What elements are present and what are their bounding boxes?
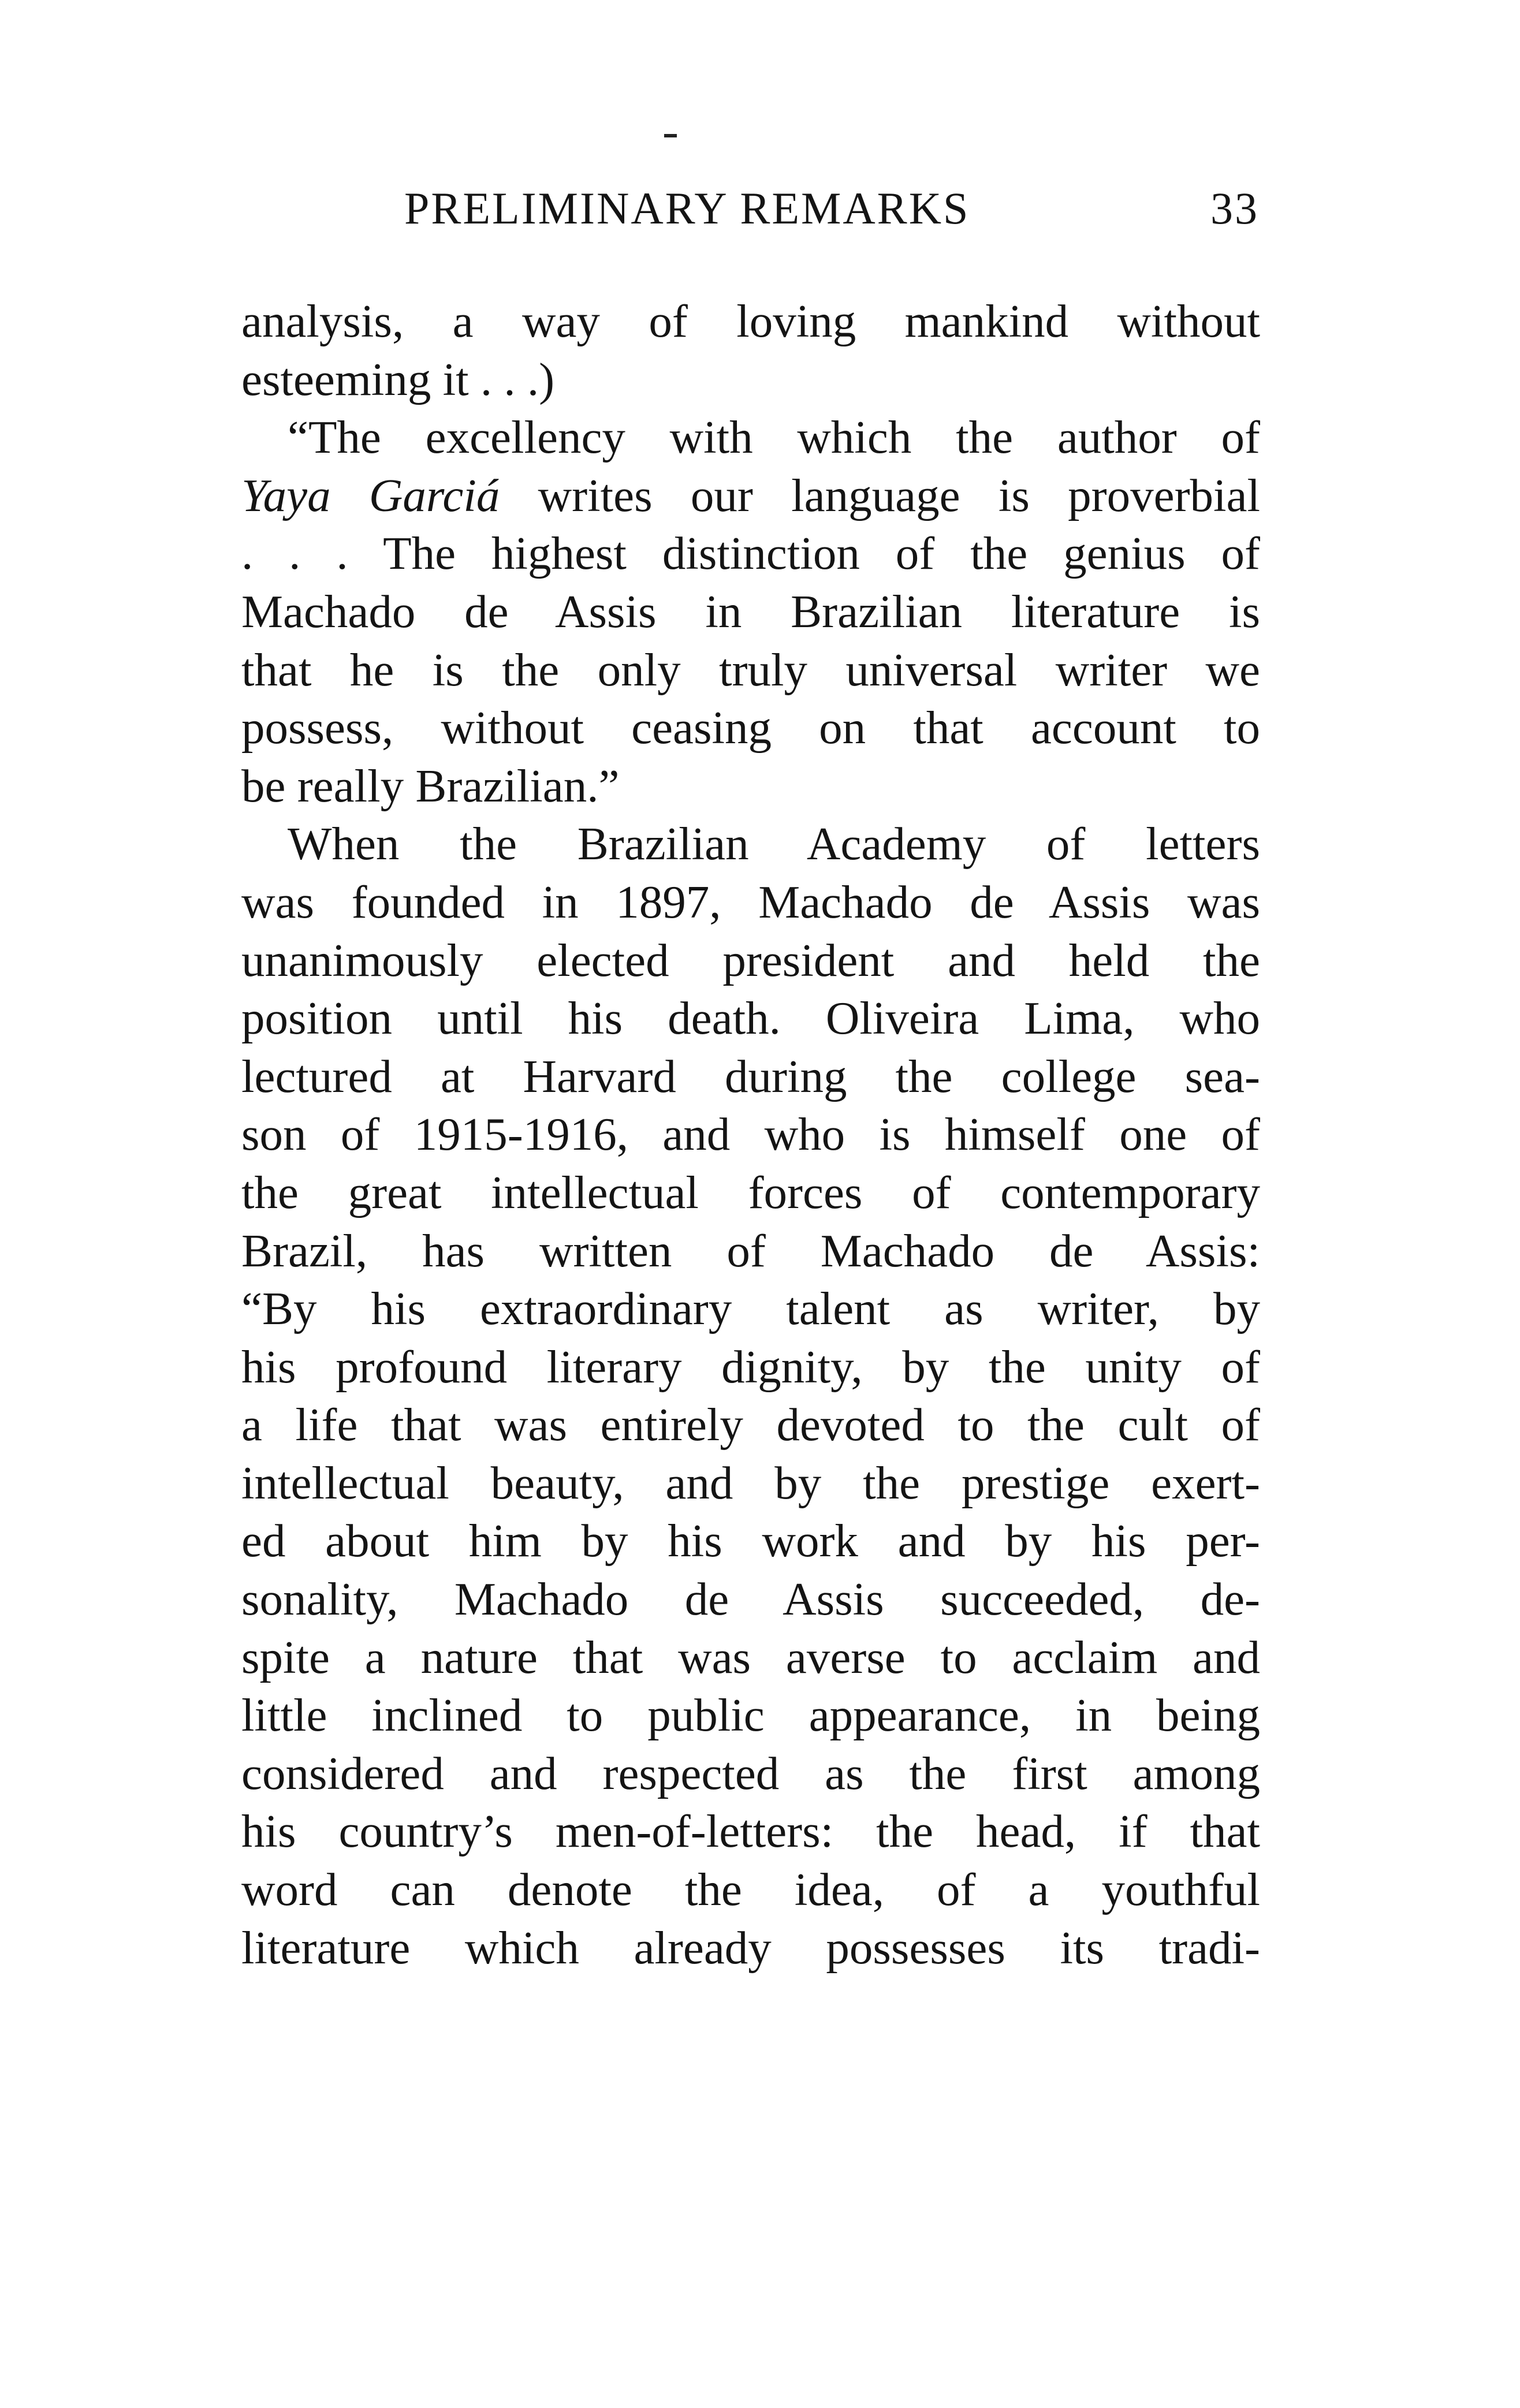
text-line: ed about him by his work and by his per- — [241, 1515, 1260, 1567]
text-line: son of 1915-1916, and who is himself one of — [241, 1108, 1260, 1161]
text-line: sonality, Machado de Assis succeeded, de- — [241, 1573, 1260, 1626]
text-line: that he is the only truly universal writer we — [241, 643, 1260, 696]
text-line: spite a nature that was averse to acclaim and — [241, 1631, 1260, 1683]
text-line: Brazil, has written of Machado de Assis: — [241, 1224, 1260, 1277]
text-line: a life that was entirely devoted to the cult of — [241, 1399, 1260, 1451]
text-line: intellectual beauty, and by the prestige exert- — [241, 1456, 1260, 1509]
text-line: Machado de Assis in Brazilian literature is — [241, 585, 1260, 638]
text-line: his profound literary dignity, by the unity of — [241, 1340, 1260, 1393]
text-line — [241, 467, 1260, 525]
text-line: his country’s men-of-letters: the head, if that — [241, 1805, 1260, 1858]
text-line: position until his death. Oliveira Lima, who — [241, 992, 1260, 1045]
paragraph-start: When the Brazilian Academy of letters — [288, 818, 1260, 870]
text-line: “The excellency with which the author of — [288, 411, 1260, 464]
body-text — [241, 292, 1260, 1977]
text-line: considered and respected as the first among — [241, 1747, 1260, 1799]
text-line: unanimously elected president and held the — [241, 934, 1260, 986]
text-line: possess, without ceasing on that account to — [241, 702, 1260, 754]
text-line: lectured at Harvard during the college sea- — [241, 1050, 1260, 1102]
text-line: esteeming it . . .) — [241, 353, 555, 405]
text-line-rest: writes our language is proverbial — [538, 469, 1260, 521]
text-line: be really Brazilian.” — [241, 759, 620, 812]
text-line: was founded in 1897, Machado de Assis was — [241, 875, 1260, 928]
book-title: Yaya Garciá — [241, 469, 500, 521]
text-line: analysis, a way of loving mankind without — [241, 295, 1260, 347]
text-line: literature which already possesses its tradi- — [241, 1921, 1260, 1974]
text-line: little inclined to public appearance, in being — [241, 1689, 1260, 1742]
text-line: “By his extraordinary talent as writer, by — [241, 1283, 1260, 1335]
text-line: the great intellectual forces of contemporary — [241, 1166, 1260, 1218]
text-line: . . . The highest distinction of the genius of — [241, 527, 1260, 580]
text-line: word can denote the idea, of a youthful — [241, 1863, 1260, 1916]
print-mark — [664, 134, 677, 137]
running-header-title: PRELIMINARY REMARKS — [404, 183, 970, 233]
running-header — [243, 177, 1259, 240]
page-number: 33 — [1210, 183, 1259, 233]
